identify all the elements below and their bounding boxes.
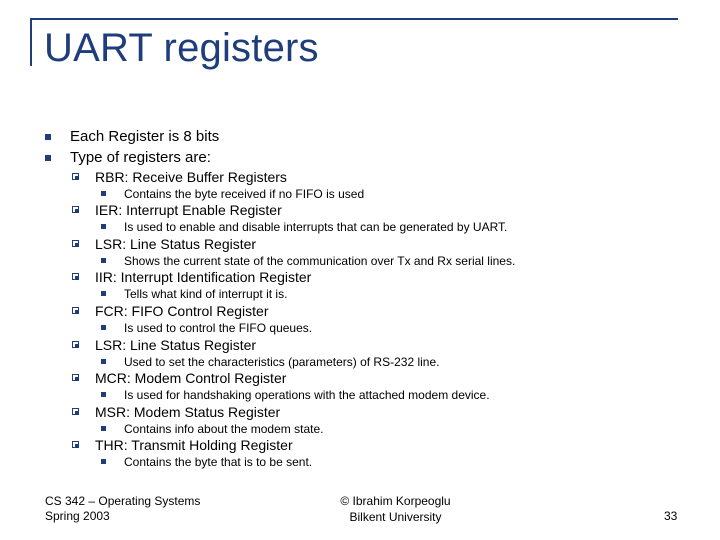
checkbox-bullet-icon — [72, 341, 79, 348]
footer-university: Bilkent University — [349, 510, 442, 524]
title-frame-left-line — [30, 18, 32, 66]
checkbox-bullet-icon — [72, 441, 79, 448]
register-desc-text: Is used to enable and disable interrupts that can be generated by UART. — [124, 220, 508, 234]
register-name: MSR: Modem Status Register — [95, 404, 281, 420]
square-bullet-icon — [101, 459, 106, 464]
square-bullet-icon — [101, 426, 106, 431]
bullet-text: Each Register is 8 bits — [70, 128, 220, 145]
register-desc-text: Tells what kind of interrupt it is. — [124, 287, 288, 301]
checkbox-bullet-icon — [72, 273, 79, 280]
register-desc-text: Contains the byte that is to be sent. — [124, 455, 313, 469]
register-name: IIR: Interrupt Identification Register — [95, 269, 312, 285]
register-desc-text: Contains info about the modem state. — [124, 422, 324, 436]
bullet-text: Type of registers are: — [70, 149, 211, 166]
square-bullet-icon — [101, 191, 106, 196]
register-name: RBR: Receive Buffer Registers — [95, 169, 287, 185]
register-desc-text: Is used for handshaking operations with the attached modem device. — [124, 388, 490, 402]
square-bullet-icon — [101, 325, 106, 330]
checkbox-bullet-icon — [72, 307, 79, 314]
register-name: MCR: Modem Control Register — [95, 370, 287, 386]
register-name: FCR: FIFO Control Register — [95, 303, 269, 319]
checkbox-bullet-icon — [72, 240, 79, 247]
checkbox-bullet-icon — [72, 206, 79, 213]
checkbox-bullet-icon — [72, 408, 79, 415]
register-desc-text: Is used to control the FIFO queues. — [124, 321, 313, 335]
register-name: IER: Interrupt Enable Register — [95, 202, 282, 218]
register-name: LSR: Line Status Register — [95, 236, 257, 252]
square-bullet-icon — [101, 359, 106, 364]
register-desc-text: Contains the byte received if no FIFO is used — [124, 187, 365, 201]
square-bullet-icon — [101, 291, 106, 296]
register-name: THR: Transmit Holding Register — [95, 437, 293, 453]
checkbox-bullet-icon — [72, 173, 79, 180]
slide-title: UART registers — [44, 26, 319, 70]
footer-author: © Ibrahim Korpeoglu — [340, 494, 451, 508]
page-number: 33 — [664, 509, 678, 523]
footer-course-info — [45, 494, 200, 524]
register-name: LSR: Line Status Register — [95, 337, 257, 353]
footer-term: Spring 2003 — [45, 509, 110, 523]
checkbox-bullet-icon — [72, 374, 79, 381]
square-bullet-icon — [45, 155, 51, 161]
register-desc-text: Shows the current state of the communication over Tx and Rx serial lines. — [124, 254, 516, 268]
footer-course: CS 342 – Operating Systems — [45, 494, 201, 508]
square-bullet-icon — [45, 134, 51, 140]
square-bullet-icon — [101, 224, 106, 229]
footer-author-info — [318, 493, 473, 525]
title-frame-top-line — [30, 18, 678, 20]
register-desc-text: Used to set the characteristics (parameters) of RS-232 line. — [124, 355, 440, 369]
square-bullet-icon — [101, 258, 106, 263]
square-bullet-icon — [101, 392, 106, 397]
